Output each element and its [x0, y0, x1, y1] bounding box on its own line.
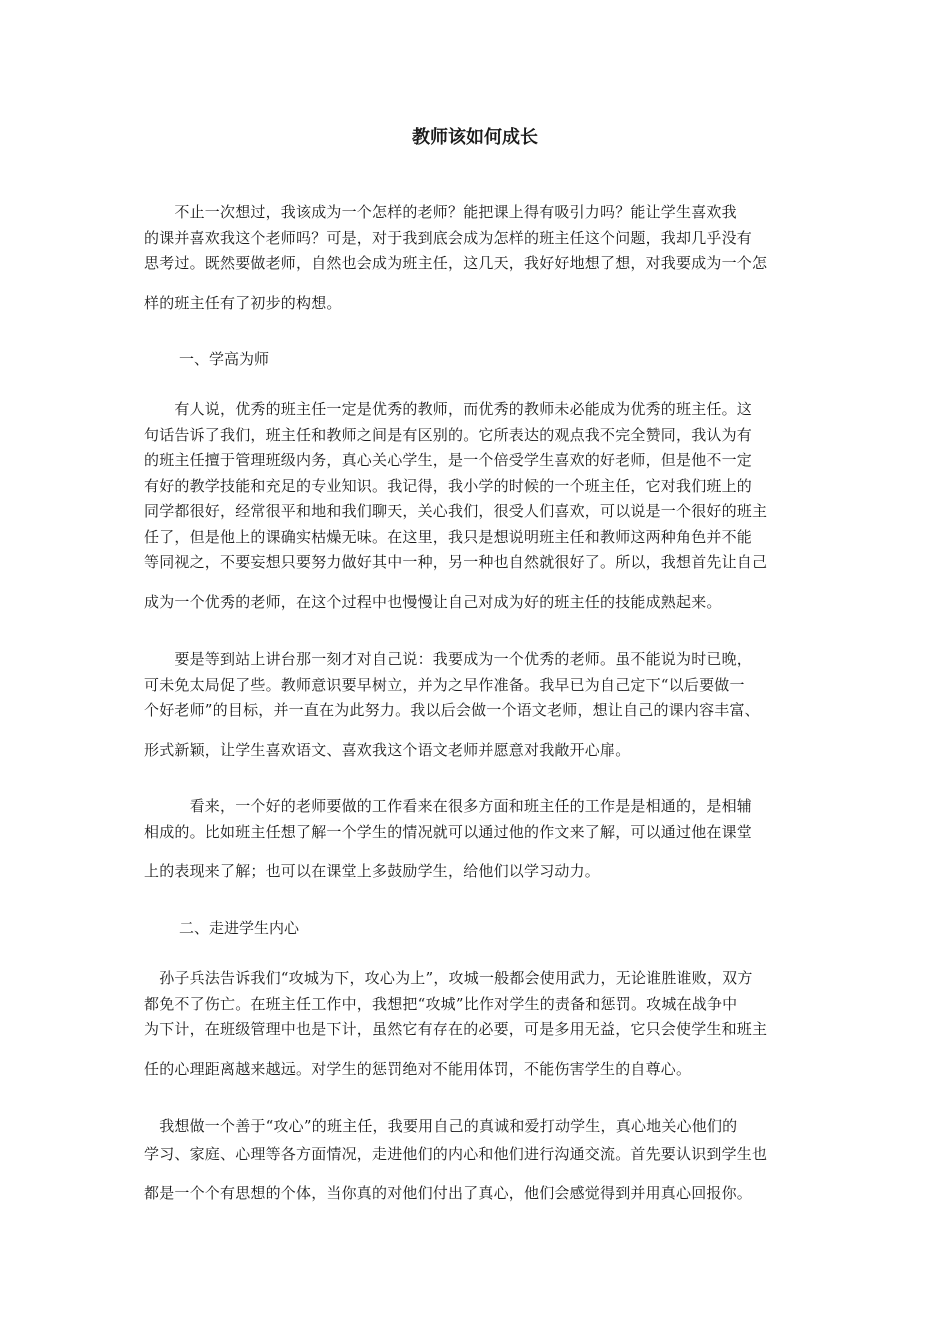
section-heading-1: 一、学高为师 — [179, 350, 270, 368]
paragraph-line: 同学都很好，经常很平和地和我们聊天，关心我们，很受人们喜欢，可以说是一个很好的班主 — [144, 502, 768, 520]
paragraph-line: 不止一次想过，我该成为一个怎样的老师？能把课上得有吸引力吗？能让学生喜欢我 — [144, 203, 737, 221]
paragraph-line: 孙子兵法告诉我们“攻城为下，攻心为上”，攻城一般都会使用武力，无论谁胜谁败，双方 — [144, 969, 753, 987]
paragraph-section2-b — [144, 1114, 806, 1207]
paragraph-line: 有好的教学技能和充足的专业知识。我记得，我小学的时候的一个班主任，它对我们班上的 — [144, 476, 753, 495]
paragraph-line: 形式新颖，让学生喜欢语文、喜欢我这个语文老师并愿意对我敞开心扉。 — [144, 740, 631, 759]
paragraph-intro — [144, 200, 806, 316]
paragraph-line: 等同视之，不要妄想只要努力做好其中一种，另一种也自然就很好了。所以，我想首先让自己 — [144, 553, 768, 571]
paragraph-line: 看来，一个好的老师要做的工作看来在很多方面和班主任的工作是是相通的，是相辅 — [144, 797, 753, 815]
paragraph-line: 我想做一个善于“攻心”的班主任，我要用自己的真诚和爱打动学生，真心地关心他们的 — [144, 1117, 738, 1135]
paragraph-line: 都是一个个有思想的个体，当你真的对他们付出了真心，他们会感觉得到并用真心回报你。 — [144, 1184, 753, 1202]
paragraph-line: 样的班主任有了初步的构想。 — [144, 293, 342, 312]
paragraph-line: 成为一个优秀的老师，在这个过程中也慢慢让自己对成为好的班主任的技能成熟起来。 — [144, 592, 722, 611]
paragraph-line: 相成的。比如班主任想了解一个学生的情况就可以通过他的作文来了解，可以通过他在课堂 — [144, 822, 753, 841]
paragraph-line: 学习、家庭、心理等各方面情况，走进他们的内心和他们进行沟通交流。首先要认识到学生也 — [144, 1144, 768, 1163]
paragraph-line: 可未免太局促了些。教师意识要早树立，并为之早作准备。我早已为自己定下“以后要做一 — [144, 675, 745, 694]
paragraph-line: 都免不了伤亡。在班主任工作中，我想把“攻城”比作对学生的责备和惩罚。攻城在战争中 — [144, 994, 738, 1013]
paragraph-line: 句话告诉了我们，班主任和教师之间是有区别的。它所表达的观点我不完全赞同，我认为有 — [144, 425, 753, 444]
paragraph-line: 任了，但是他上的课确实枯燥无味。在这里，我只是想说明班主任和教师这两种角色并不能 — [144, 527, 753, 546]
paragraph-section1-a — [144, 397, 806, 615]
paragraph-line: 要是等到站上讲台那一刻才对自己说：我要成为一个优秀的老师。虽不能说为时已晚， — [144, 650, 753, 668]
paragraph-line: 个好老师”的目标，并一直在为此努力。我以后会做一个语文老师，想让自己的课内容丰富、 — [144, 701, 760, 719]
paragraph-line: 任的心理距离越来越远。对学生的惩罚绝对不能用体罚，不能伤害学生的自尊心。 — [144, 1059, 692, 1078]
paragraph-line: 的班主任擅于管理班级内务，真心关心学生，是一个倍受学生喜欢的好老师，但是他不一定 — [144, 451, 753, 469]
paragraph-line: 的课并喜欢我这个老师吗？可是，对于我到底会成为怎样的班主任这个问题，我却几乎没有 — [144, 228, 753, 247]
paragraph-line: 上的表现来了解；也可以在课堂上多鼓励学生，给他们以学习动力。 — [144, 862, 601, 880]
paragraph-line: 为下计，在班级管理中也是下计，虽然它有存在的必要，可是多用无益，它只会使学生和班主 — [144, 1020, 768, 1038]
paragraph-section1-c — [144, 794, 806, 885]
paragraph-line: 有人说，优秀的班主任一定是优秀的教师，而优秀的教师未必能成为优秀的班主任。这 — [144, 400, 753, 418]
document-title: 教师该如何成长 — [412, 127, 538, 148]
paragraph-section2-a — [144, 966, 806, 1082]
paragraph-section1-b — [144, 647, 806, 763]
paragraph-line: 思考过。既然要做老师，自然也会成为班主任，这几天，我好好地想了想，对我要成为一个怎 — [144, 254, 768, 272]
section-heading-2: 二、走进学生内心 — [179, 919, 300, 937]
